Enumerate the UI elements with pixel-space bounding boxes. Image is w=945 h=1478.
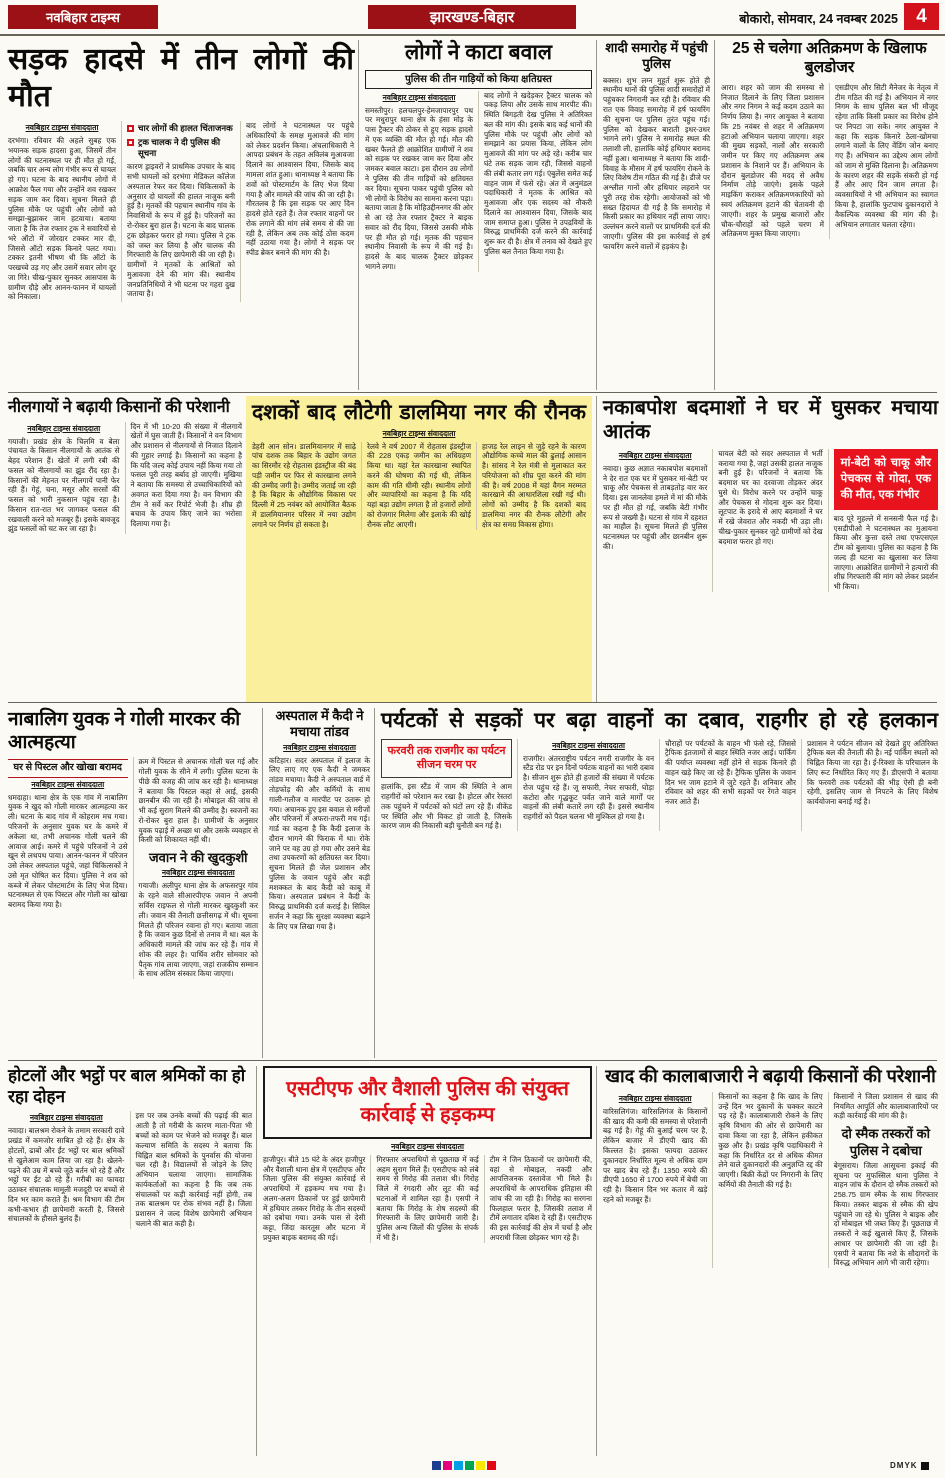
- article-body: घायल बेटी को सदर अस्पताल में भर्ती कराया गया है, जहां उसकी हालत नाजुक बनी हुई है। परिजनों ने बताया कि बदमाश घर का दरवाजा तोड़कर अंदर घुसे थे। विरोध करने पर उन्होंने चाकू और पेचकस से गोदना शुरू कर दिया। लूटपाट के इरादे से आए बदमाशों ने घर में रखे जेवरात और नकदी भी उड़ा ली। चीख-पुकार सुनकर जुटे ग्रामीणों को देख बदमाश फरार हो गए।: [718, 448, 823, 546]
- black-registration-square: [921, 1462, 929, 1470]
- subheadline-box: पुलिस की तीन गाड़ियों को किया क्षतिग्रस्त: [365, 70, 592, 89]
- headline-road-accident: सड़क हादसे में तीन लोगों की मौत: [8, 43, 354, 113]
- article-nilgai-farmers: [8, 398, 242, 698]
- byline: नवबिहार टाइम्स संवाददाता: [391, 1141, 464, 1151]
- section-rule: [8, 392, 937, 393]
- headline-protest-vandalism: लोगों ने काटा बवाल: [404, 41, 553, 64]
- headline-rajgir-traffic: पर्यटकों से सड़कों पर बढ़ा वाहनों का दबाव, राहगीर हो रहे हलकान: [381, 709, 938, 732]
- article-body: चौराहों पर पर्यटकों के वाहन भी फंसे रहे, जिससे ट्रैफिक इंतजामों से बाहर स्थिति नजर आई। पार्किंग की पर्याप्त व्यवस्था नहीं होने से सड़क किनारे ही वाहन खड़े किए जा रहे हैं। ट्रैफिक पुलिस के जवान दिन भर जाम हटाने में जुटे रहते हैं। शनिवार और रविवार को शहर की सभी सड़कों पर रेंगते वाहन नजर आते हैं।: [665, 738, 796, 807]
- article-body: इस पर जब उनके बच्चों की पढ़ाई की बात आती है तो गरीबी के कारण माता-पिता भी बच्चों को काम पर भेजने को मजबूर हैं। बाल कल्याण समिति के सदस्य ने बताया कि चिह्नित बाल श्रमिकों के पुनर्वास की योजना चल रही है। विद्यालयों से जोड़ने के लिए अभियान चलाया जाएगा। सामाजिक कार्यकर्ताओं का कहना है कि जब तक संचालकों पर कड़ी कार्रवाई नहीं होगी, तब तक बालश्रम पर रोक संभव नहीं है। जिला प्रशासन ने जल्द विशेष छापेमारी अभियान चलाने की बात कही है।: [135, 1111, 252, 1228]
- article-prisoner-hospital: [262, 708, 370, 1058]
- boxed-subheadline-tourist-season: फरवरी तक राजगीर का पर्यटन सीजन चरम पर: [381, 739, 512, 779]
- byline: नवबिहार टाइम्स संवाददाता: [27, 423, 101, 433]
- article-body: रेलवे ने वर्ष 2007 में रोहतास इंडस्ट्रीज की 228 एकड़ जमीन का अधिग्रहण किया था। यहां रेल कारखाना स्थापित करने की घोषणा की गई थी, लेकिन काम की गति धीमी रही। स्थानीय लोगों और व्यापारियों का कहना है कि यदि यहां बड़ा उद्योग लगता है तो हजारों लोगों को रोजगार मिलेगा और इलाके की खोई रौनक लौट आएगी।: [367, 441, 471, 529]
- headline-minor-suicide: नाबालिग युवक ने गोली मारकर की आत्महत्या: [8, 709, 241, 754]
- bullet-point: [127, 137, 235, 158]
- header-rule: [0, 34, 945, 36]
- article-body: नवादा। कुछ अज्ञात नकाबपोश बदमाशों ने देर रात एक घर में घुसकर मां-बेटी पर चाकू और पेचकस से ताबड़तोड़ वार कर दिया। इस जानलेवा हमले में मां की मौके पर ही मौत हो गई, जबकि बेटी गंभीर रूप से जख्मी है। घटना से गांव में दहशत का माहौल है। सूचना मिलते ही पुलिस घटनास्थल पर पहुंची और छानबीन शुरू की।: [603, 463, 708, 551]
- registration-color-square: [465, 1461, 474, 1470]
- article-body: हालांकि, इस स्टैंड में जाम की स्थिति ने आम राहगीरों को परेशान कर रखा है। होटल और रेस्तरां तक पहुंचने में पर्यटकों को घंटों लग रहे हैं। वीकेंड पर स्थिति और भी विकट हो जाती है, जिसके कारण जाम की निकासी बड़ी चुनौती बन गई है।: [381, 782, 512, 831]
- article-body: किसानों का कहना है कि खाद के लिए उन्हें दिन भर दुकानों के चक्कर काटने पड़ रहे हैं। कालाबाजारी रोकने के लिए कृषि विभाग की ओर से छापेमारी का दावा किया जा रहा है, लेकिन हकीकत कुछ और है। प्रखंड कृषि पदाधिकारी ने कहा कि निर्धारित दर से अधिक कीमत लेने वाले दुकानदारों की अनुज्ञप्ति रद्द की जाएगी। बिक्री केंद्रों पर निगरानी के लिए कर्मियों की तैनाती की गई है।: [718, 1091, 823, 1189]
- article-body: दरभंगा। रविवार की अहले सुबह एक भयानक सड़क हादसा हुआ, जिसमें तीन लोगों की घटनास्थल पर ही मौत हो गई, जबकि चार अन्य लोग गंभीर रूप से घायल हो गए। घटना के बाद स्थानीय लोगों में आक्रोश फैल गया और उन्होंने शव रखकर सड़क जाम कर दिया। सूचना मिलते ही पुलिस मौके पर पहुंची और लोगों को समझा-बुझाकर जाम हटवाया। बताया जाता है कि तेज रफ्तार ट्रक ने सवारियों से भरे ऑटो में जोरदार टक्कर मार दी, जिससे ऑटो सड़क किनारे पलट गया। टक्कर इतनी भीषण थी कि ऑटो के परखच्चे उड़ गए और उसमें सवार लोग दूर जा गिरे। चीख-पुकार सुनकर आसपास के ग्रामीण दौड़े और आनन-फानन में घायलों को निकाला।: [8, 136, 116, 302]
- article-road-accident: [8, 38, 354, 390]
- article-body: बाद लोगों ने खदेड़कर ट्रैक्टर चालक को पकड़ लिया और उसके साथ मारपीट की। स्थिति बिगड़ती देख पुलिस ने अतिरिक्त बल की मांग की। इसके बाद कई थानों की पुलिस मौके पर पहुंची और लोगों को समझाने का प्रयास किया, लेकिन लोग मुआवजे की मांग पर अड़े रहे। करीब चार घंटे तक सड़क जाम रही, जिससे वाहनों की लंबी कतार लग गई। एंबुलेंस समेत कई वाहन जाम में फंसे रहे। अंत में अनुमंडल पदाधिकारी ने मृतक के आश्रित को मुआवजा और एक सदस्य को नौकरी दिलाने का आश्वासन दिया, जिसके बाद जाम समाप्त हुआ। पुलिस ने उपद्रवियों के विरुद्ध प्राथमिकी दर्ज करने की कार्रवाई शुरू कर दी है। क्षेत्र में तनाव को देखते हुए पुलिस बल तैनात किया गया है।: [484, 90, 592, 256]
- article-body: हाजीपुर। बीते 15 घंटे के अंदर हाजीपुर और वैशाली थाना क्षेत्र में एसटीएफ और जिला पुलिस की संयुक्त कार्रवाई से अपराधियों में हड़कम्प मच गया है। अलग-अलग ठिकानों पर हुई छापेमारी में हथियार तस्कर गिरोह के तीन सदस्यों को दबोचा गया। उनके पास से देसी कट्टा, जिंदा कारतूस और घटना में प्रयुक्त बाइक बरामद की गई।: [263, 1154, 366, 1242]
- red-square-bullet-icon: [127, 139, 134, 146]
- section-rule: [8, 1060, 937, 1061]
- headline-encroachment-bulldozer: 25 से चलेगा अतिक्रमण के खिलाफ बुलडोजर: [732, 40, 927, 76]
- article-body: हाजड़ रेल लाइन से जुड़े रहने के कारण औद्योगिक कच्चे माल की ढुलाई आसान है। सांसद ने रेल मंत्री से मुलाकात कर परियोजना को शीघ्र पूरा करने की मांग की है। वर्ष 2008 में यहां वैगन मरम्मत कारखाने की आधारशिला रखी गई थी। लोगों को उम्मीद है कि दशकों बाद डालमिया नगर की रौनक लौटेगी और क्षेत्र का समग्र विकास होगा।: [482, 441, 586, 529]
- registration-color-strip: [432, 1461, 496, 1470]
- article-body: गिरफ्तार अपराधियों से पूछताछ में कई अहम सुराग मिले हैं। एसटीएफ को लंबे समय से गिरोह की तलाश थी। गिरोह जिले में रंगदारी और लूट की कई घटनाओं में शामिल रहा है। एसपी ने बताया कि गिरोह के शेष सदस्यों की गिरफ्तारी के लिए छापेमारी जारी है। पुलिस अन्य जिलों की पुलिस के संपर्क में भी है।: [376, 1154, 479, 1242]
- byline: नवबिहार टाइम्स संवाददाता: [618, 450, 692, 460]
- article-masked-attack: [596, 396, 938, 702]
- newspaper-nameplate: नवबिहार टाइम्स: [8, 5, 158, 29]
- headline-fertilizer-blackmarket: खाद की कालाबाजारी ने बढ़ायी किसानों की परेशानी: [605, 1066, 936, 1086]
- article-body: गयाजी। अलीपुर थाना क्षेत्र के अफसरपुर गांव के रहने वाले सीआरपीएफ जवान ने अपनी सर्विस राइफल से गोली मारकर खुदकुशी कर ली। जवान की तैनाती छत्तीसगढ़ में थी। सूचना मिलते ही परिजन रवाना हो गए। बताया जाता है कि जवान कुछ दिनों से तनाव में था। बल के अधिकारी मामले की जांच कर रहे हैं। गांव में शोक की लहर है। पार्थिव शरीर सोमवार को पैतृक गांव लाया जाएगा, जहां राजकीय सम्मान के साथ अंतिम संस्कार किया जाएगा।: [138, 881, 258, 979]
- section-rule: [8, 702, 937, 703]
- article-body: किसानों ने जिला प्रशासन से खाद की नियमित आपूर्ति और कालाबाजारियों पर कड़ी कार्रवाई की मांग की है।: [833, 1091, 938, 1121]
- article-body: आरा। शहर को जाम की समस्या से निजात दिलाने के लिए जिला प्रशासन और नगर निगम ने कई कदम उठाने का निर्णय लिया है। नगर आयुक्त ने बताया कि 25 नवंबर से शहर में अतिक्रमण हटाओ अभियान चलाया जाएगा। शहर की मुख्य सड़कों, नालों और सरकारी जमीन पर किए गए अतिक्रमण अब प्रशासन के निशाने पर हैं। अभियान के दौरान बुलडोजर की मदद से अवैध निर्माण तोड़े जाएंगे। इसके पहले माइकिंग कराकर अतिक्रमणकारियों को स्वयं अतिक्रमण हटाने की चेतावनी दी जाएगी। शहर के प्रमुख बाजारों और चौक-चौराहों को पहले चरण में अतिक्रमण मुक्त किया जाएगा।: [721, 82, 824, 239]
- article-wedding-police: [596, 40, 710, 390]
- article-body: एसडीएम और सिटी मैनेजर के नेतृत्व में टीम गठित की गई है। अभियान में नगर निगम के साथ पुलिस बल भी मौजूद रहेगा ताकि किसी प्रकार का विरोध होने पर निपटा जा सके। नगर आयुक्त ने कहा कि सड़क किनारे ठेला-खोमचा लगाने वालों के लिए वेंडिंग जोन बनाए गए हैं। अभियान का उद्देश्य आम लोगों को जाम से मुक्ति दिलाना है। अतिक्रमण के कारण शहर की सड़कें संकरी हो गई हैं और आए दिन जाम लगता है। व्यवसायियों ने भी अभियान का स्वागत किया है, हालांकि फुटपाथ दुकानदारों ने वैकल्पिक व्यवस्था की मांग की है। अभियान लगातार चलता रहेगा।: [835, 82, 938, 229]
- byline: नवबिहार टाइम्स संवाददाता: [382, 428, 456, 438]
- headline-smack-smugglers: दो स्मैक तस्करों को पुलिस ने दबोचा: [841, 1126, 931, 1158]
- byline: नवबिहार टाइम्स संवाददाता: [29, 1113, 103, 1123]
- headline-masked-attack: नकाबपोश बदमाशों ने घर में घुसकर मचाया आतंक: [603, 397, 938, 444]
- article-body: कटिहार। सदर अस्पताल में इलाज के लिए लाए गए एक कैदी ने जमकर तांडव मचाया। कैदी ने अस्पताल वार्ड में तोड़फोड़ की और कर्मियों के साथ गाली-गलौज व मारपीट पर उतारू हो गया। अचानक हुए इस बवाल से मरीजों और परिजनों में अफरा-तफरी मच गई। गार्ड का कहना है कि कैदी इलाज के दौरान भागने की फिराक में था। रोके जाने पर वह उग्र हो गया और उसने बेड तथा उपकरणों को क्षतिग्रस्त कर दिया। सूचना मिलते ही जेल प्रशासन और पुलिस के जवान पहुंचे और कड़ी मशक्कत के बाद कैदी को काबू में किया। अस्पताल प्रबंधन ने कैदी के विरुद्ध प्राथमिकी दर्ज कराई है। सिविल सर्जन ने कहा कि सुरक्षा व्यवस्था बढ़ाने के लिए पत्र लिखा गया है।: [269, 755, 370, 931]
- article-body: बाद लोगों ने घटनास्थल पर पहुंचे अधिकारियों के समक्ष मुआवजे की मांग को लेकर प्रदर्शन किया। अंचलाधिकारी ने आपदा प्रबंधन के तहत अविलंब मुआवजा दिलाने का आश्वासन दिया, जिसके बाद मामला शांत हुआ। थानाध्यक्ष ने बताया कि शवों को पोस्टमार्टम के लिए भेज दिया गया है और मामले की जांच की जा रही है। गौरतलब है कि इस सड़क पर आए दिन हादसे होते रहते हैं। तेज रफ्तार वाहनों पर रोक लगाने की मांग लंबे समय से की जा रही है, लेकिन अब तक कोई ठोस कदम नहीं उठाया गया है। लोगों ने सड़क पर स्पीड ब्रेकर बनाने की मांग की है।: [246, 121, 354, 258]
- article-body: वारिसलिगंज। वारिसलिगंज के किसानों की खाद की कमी की समस्या से परेशानी बढ़ गई है। गेहूं की बुआई चरम पर है, लेकिन बाजार में डीएपी खाद की किल्लत है। इसका फायदा उठाकर दुकानदार निर्धारित मूल्य से अधिक दाम पर खाद बेच रहे हैं। 1350 रुपये की डीएपी 1650 से 1700 रुपये में बेची जा रही है। किसान दिन भर कतार में खड़े रहने को मजबूर हैं।: [603, 1106, 708, 1204]
- registration-color-square: [454, 1461, 463, 1470]
- byline: नवबिहार टाइम्स संवाददाता: [25, 123, 99, 133]
- byline: नवबिहार टाइम्स संवाददाता: [618, 1093, 692, 1103]
- headline-wedding-police: शादी समारोह में पहुंची पुलिस: [605, 40, 708, 71]
- subheadline-pistol-recovered: घर से पिस्टल और खोखा बरामद: [8, 759, 128, 777]
- byline: नवबिहार टाइम्स संवाददाता: [552, 740, 625, 750]
- article-body: बाद पूरे मुहल्ले में सनसनी फैल गई है। एसडीपीओ ने घटनास्थल का मुआयना किया और कुत्ता दस्ते तथा एफएसएल टीम को बुलाया। पुलिस का कहना है कि जल्द ही घटना का खुलासा कर लिया जाएगा। आक्रोशित ग्रामीणों ने हत्यारों की शीघ्र गिरफ्तारी की मांग को लेकर प्रदर्शन भी किया।: [833, 513, 938, 592]
- article-protest-vandalism: [358, 40, 592, 390]
- byline: नवबिहार टाइम्स संवाददाता: [31, 779, 105, 789]
- article-body: समस्तीपुर। हलचलपुर-हेमजापारपुर पथ पर मधुरापुर थाना क्षेत्र के हंसा मोड़ के पास ट्रैक्टर की ठोकर से हुए सड़क हादसे में एक व्यक्ति की मौत हो गई। मौत की खबर फैलते ही आक्रोशित ग्रामीणों ने शव को सड़क पर रखकर जाम कर दिया और जमकर बवाल काटा। इस दौरान उग्र लोगों ने पुलिस की तीन गाड़ियों को क्षतिग्रस्त कर दिया। सूचना पाकर पहुंची पुलिस को भी लोगों के विरोध का सामना करना पड़ा। बताया जाता है कि मोहिउद्दीननगर की ओर से आ रहे तेज रफ्तार ट्रैक्टर ने बाइक सवार को रौंद दिया, जिससे उसकी मौके पर ही मौत हो गई। मृतक की पहचान स्थानीय निवासी के रूप में की गई है। हादसे के बाद चालक ट्रैक्टर छोड़कर भागने लगा।: [365, 105, 473, 271]
- bullet-point: [127, 123, 235, 134]
- article-encroachment-bulldozer: [714, 40, 938, 390]
- article-body: बेगूसराय। जिला आसूचना इकाई की सूचना पर मुफस्सिल थाना पुलिस ने वाहन जांच के दौरान दो स्मैक तस्करों को 258.75 ग्राम स्मैक के साथ गिरफ्तार किया। तस्कर बाइक से स्मैक की खेप पहुंचाने जा रहे थे। पुलिस ने बाइक और दो मोबाइल भी जब्त किए हैं। पूछताछ में तस्करों ने कई खुलासे किए हैं, जिसके आधार पर छापेमारी की जा रही है। एसपी ने बताया कि नशे के सौदागरों के विरुद्ध अभियान आगे भी जारी रहेगा।: [833, 1160, 938, 1268]
- headline-nilgai-farmers: नीलगायों ने बढ़ायी किसानों की परेशानी: [8, 399, 230, 416]
- print-mark-label: DMYK: [890, 1461, 918, 1470]
- registration-color-square: [443, 1461, 452, 1470]
- bullet-text: चार लोगों की हालत चिंताजनक: [138, 123, 233, 134]
- headline-child-labour: होटलों और भट्ठों पर बाल श्रमिकों का हो रहा दोहन: [8, 1066, 246, 1106]
- article-body: टीम ने जिन ठिकानों पर छापेमारी की, वहां से मोबाइल, नकदी और आपत्तिजनक दस्तावेज भी मिले हैं। अपराधियों के आपराधिक इतिहास की जांच की जा रही है। गिरोह का सरगना फिलहाल फरार है, जिसकी तलाश में टीमें लगातार दबिश दे रही हैं। एसटीएफ की इस कार्रवाई की क्षेत्र में चर्चा है और अपराधी जिला छोड़कर भाग रहे हैं।: [489, 1154, 592, 1242]
- print-color-mark: [890, 1461, 929, 1470]
- byline: नवबिहार टाइम्स संवाददाता: [283, 742, 356, 752]
- headline-dalmianagar: दशकों बाद लौटेगी डालमिया नगर की रौनक: [252, 401, 586, 424]
- article-rajgir-traffic: [374, 708, 938, 1058]
- article-body: गयाजी। प्रखंड क्षेत्र के चिलमि व बेला पंचायत के किसान नीलगायों के आतंक से बेहद परेशान हैं। खेतों में लगी रबी की फसल को नीलगायों का झुंड रौंद रहा है। किसानों की मेहनत पर नीलगायें पानी फेर रही हैं। गेहूं, चना, मसूर और सरसों की फसल को भारी नुकसान पहुंच रहा है। किसान रात-रात भर जागकर फसल की रखवाली करने को मजबूर हैं। इसके बावजूद झुंड फसलों को चट कर जा रहा है।: [8, 436, 120, 534]
- highlight-points: [127, 123, 235, 158]
- article-body: नवादा। बालश्रम रोकने के तमाम सरकारी दावे प्रखंड में कमजोर साबित हो रहे हैं। क्षेत्र के होटलों, ढाबों और ईंट भट्ठों पर बाल श्रमिकों से खुलेआम काम लिया जा रहा है। खेलने-पढ़ने की उम्र में बच्चे जूठे बर्तन धो रहे हैं और भट्ठों पर ईंट ढो रहे हैं। गरीबी का फायदा उठाकर संचालक मामूली मजदूरी पर बच्चों से दिन भर काम कराते हैं। श्रम विभाग की टीम कभी-कभार ही छापेमारी करती है, जिससे संचालकों के हौसले बुलंद हैं।: [8, 1126, 125, 1224]
- article-body: धमदाहा। थाना क्षेत्र के एक गांव में नाबालिग युवक ने खुद को गोली मारकर आत्महत्या कर ली। घटना के बाद गांव में कोहराम मच गया। परिजनों के अनुसार युवक घर के कमरे में अकेला था, तभी अचानक गोली चलने की आवाज आई। कमरे में पहुंचे परिजनों ने उसे खून से लथपथ पाया। आनन-फानन में परिजन उसे लेकर अस्पताल पहुंचे, जहां चिकित्सकों ने उसे मृत घोषित कर दिया। पुलिस ने शव को कब्जे में लेकर पोस्टमार्टम के लिए भेज दिया। घटनास्थल से एक पिस्टल और गोली का खोखा बरामद किया गया है।: [8, 792, 128, 910]
- edition-banner: झारखण्ड-बिहार: [368, 5, 576, 29]
- article-body: डेहरी आन सोन। डालमियानगर में साढ़े पांच दशक तक बिहार के उद्योग जगत का सिरमौर रहे रोहतास इंडस्ट्रीज की बंद पड़ी जमीन पर फिर से कारखाना लगने की उम्मीद जगी है। उम्मीद जताई जा रही है कि बिहार के औद्योगिक विकास पर दिल्ली में 25 नवंबर को आयोजित बैठक में डालमियानगर परिसर में नया उद्योग लगाने पर निर्णय हो सकता है।: [252, 441, 356, 529]
- headline-stf-operation: एसटीएफ और वैशाली पुलिस की संयुक्त कार्रवाई से हड़कम्प: [263, 1066, 592, 1139]
- alert-highlight-box: मां-बेटी को चाकू और पेचकस से गोदा, एक की मौत, एक गंभीर: [834, 449, 938, 510]
- byline: नवबिहार टाइम्स संवाददाता: [382, 92, 456, 102]
- registration-color-square: [487, 1461, 496, 1470]
- headline-jawan-suicide: जवान ने की खुदकुशी: [148, 850, 248, 866]
- headline-prisoner-hospital: अस्पताल में कैदी ने मचाया तांडव: [275, 708, 364, 739]
- byline: नवबिहार टाइम्स संवाददाता: [161, 868, 235, 878]
- article-body: दिन में भी 10-20 की संख्या में नीलगायें खेतों में घुस जाती हैं। किसानों ने वन विभाग और प्रशासन से नीलगायों से निजात दिलाने की गुहार लगाई है। किसानों का कहना है कि यदि जल्द कोई उपाय नहीं किया गया तो फसल पूरी तरह बर्बाद हो जाएगी। मुखिया ने बताया कि समस्या से उच्चाधिकारियों को अवगत करा दिया गया है। वन विभाग की टीम ने सर्वे कर रिपोर्ट भेजी है। शीघ्र ही बचाव के उपाय किए जाने का भरोसा दिलाया गया है।: [130, 421, 242, 529]
- article-body: राजगीर। अंतरराष्ट्रीय पर्यटन नगरी राजगीर के वन स्टैंड रोड पर इन दिनों पर्यटक वाहनों का भारी दबाव है। सीजन शुरू होते ही हजारों की संख्या में पर्यटक रोज पहुंच रहे हैं। जू सफारी, नेचर सफारी, घोड़ा कटोरा और गृद्धकूट पर्वत जाने वाले मार्गों पर वाहनों की लंबी कतारें लग रही हैं। इससे स्थानीय राहगीरों को पैदल चलना भी मुश्किल हो गया है।: [523, 753, 654, 822]
- bullet-text: ट्रक चालक ने दी पुलिस की सूचना: [138, 136, 221, 158]
- place-date-line: बोकारो, सोमवार, 24 नवम्बर 2025: [739, 12, 898, 26]
- article-body: प्रशासन ने पर्यटन सीजन को देखते हुए अतिरिक्त ट्रैफिक बल की तैनाती की है। नई पार्किंग स्थलों को चिह्नित किया जा रहा है। ई-रिक्शा के परिचालन के लिए रूट निर्धारित किए गए हैं। डीएसपी ने बताया कि फरवरी तक पर्यटकों की भीड़ ऐसी ही बनी रहेगी, इसलिए जाम से निपटने के लिए विशेष कार्ययोजना बनाई गई है।: [807, 738, 938, 807]
- registration-color-square: [476, 1461, 485, 1470]
- article-dalmianagar-highlighted: [246, 396, 592, 702]
- article-fertilizer-blackmarket: [596, 1066, 938, 1456]
- article-minor-suicide: [8, 708, 258, 1058]
- article-body: क्रम में पिस्टल से अचानक गोली चल गई और गोली युवक के सीने में लगी। पुलिस घटना के पीछे की वजह की जांच कर रही है। थानाध्यक्ष ने बताया कि पिस्टल कहां से आई, इसकी छानबीन की जा रही है। मोबाइल की जांच से भी कई सुराग मिलने की उम्मीद है। स्वजनों का रो-रोकर बुरा हाल है। ग्रामीणों के अनुसार युवक पढ़ाई में अच्छा था और उसके व्यवहार से किसी को शिकायत नहीं थी।: [138, 757, 258, 845]
- article-body: बक्सर। शुभ लग्न मुहूर्त शुरू होते ही स्थानीय थानों की पुलिस शादी समारोहों में पहुंचकर निगरानी कर रही है। रविवार की रात एक विवाह समारोह में हर्ष फायरिंग की सूचना पर पुलिस तुरंत पहुंच गई। पुलिस को देखकर बाराती इधर-उधर भागने लगे। पुलिस ने समारोह स्थल की तलाशी ली, हालांकि कोई हथियार बरामद नहीं हुआ। थानाध्यक्ष ने बताया कि शादी-विवाह के मौसम में हर्ष फायरिंग रोकने के लिए विशेष टीम गठित की गई है। डीजे पर अश्लील गानों और हथियार लहराने पर पूरी तरह रोक रहेगी। आयोजकों को भी सख्त हिदायत दी गई है कि समारोह में किसी प्रकार का हथियार नहीं लाया जाए। उल्लंघन करने वालों पर प्राथमिकी दर्ज की जाएगी। पुलिस की इस कार्रवाई से हर्ष फायरिंग करने वालों में हड़कंप है।: [603, 75, 710, 251]
- article-body: कारण ड्राइवरों ने प्राथमिक उपचार के बाद सभी घायलों को दरभंगा मेडिकल कॉलेज अस्पताल रेफर कर दिया। चिकित्सकों के अनुसार दो घायलों की हालत नाजुक बनी हुई है। मृतकों की पहचान स्थानीय गांव के निवासियों के रूप में हुई है। परिजनों का रो-रोकर बुरा हाल है। घटना के बाद चालक ट्रक छोड़कर फरार हो गया। पुलिस ने ट्रक को जब्त कर लिया है और चालक की गिरफ्तारी के लिए छापेमारी की जा रही है। ग्रामीणों ने मृतकों के आश्रितों को मुआवजा देने की मांग की। स्थानीय जनप्रतिनिधियों ने भी घटना पर गहरा दुख जताया है।: [127, 162, 235, 299]
- article-child-labour: [8, 1066, 252, 1456]
- red-square-bullet-icon: [127, 125, 134, 132]
- page-number-badge: 4: [904, 3, 939, 30]
- article-stf-operation: [256, 1066, 592, 1456]
- registration-color-square: [432, 1461, 441, 1470]
